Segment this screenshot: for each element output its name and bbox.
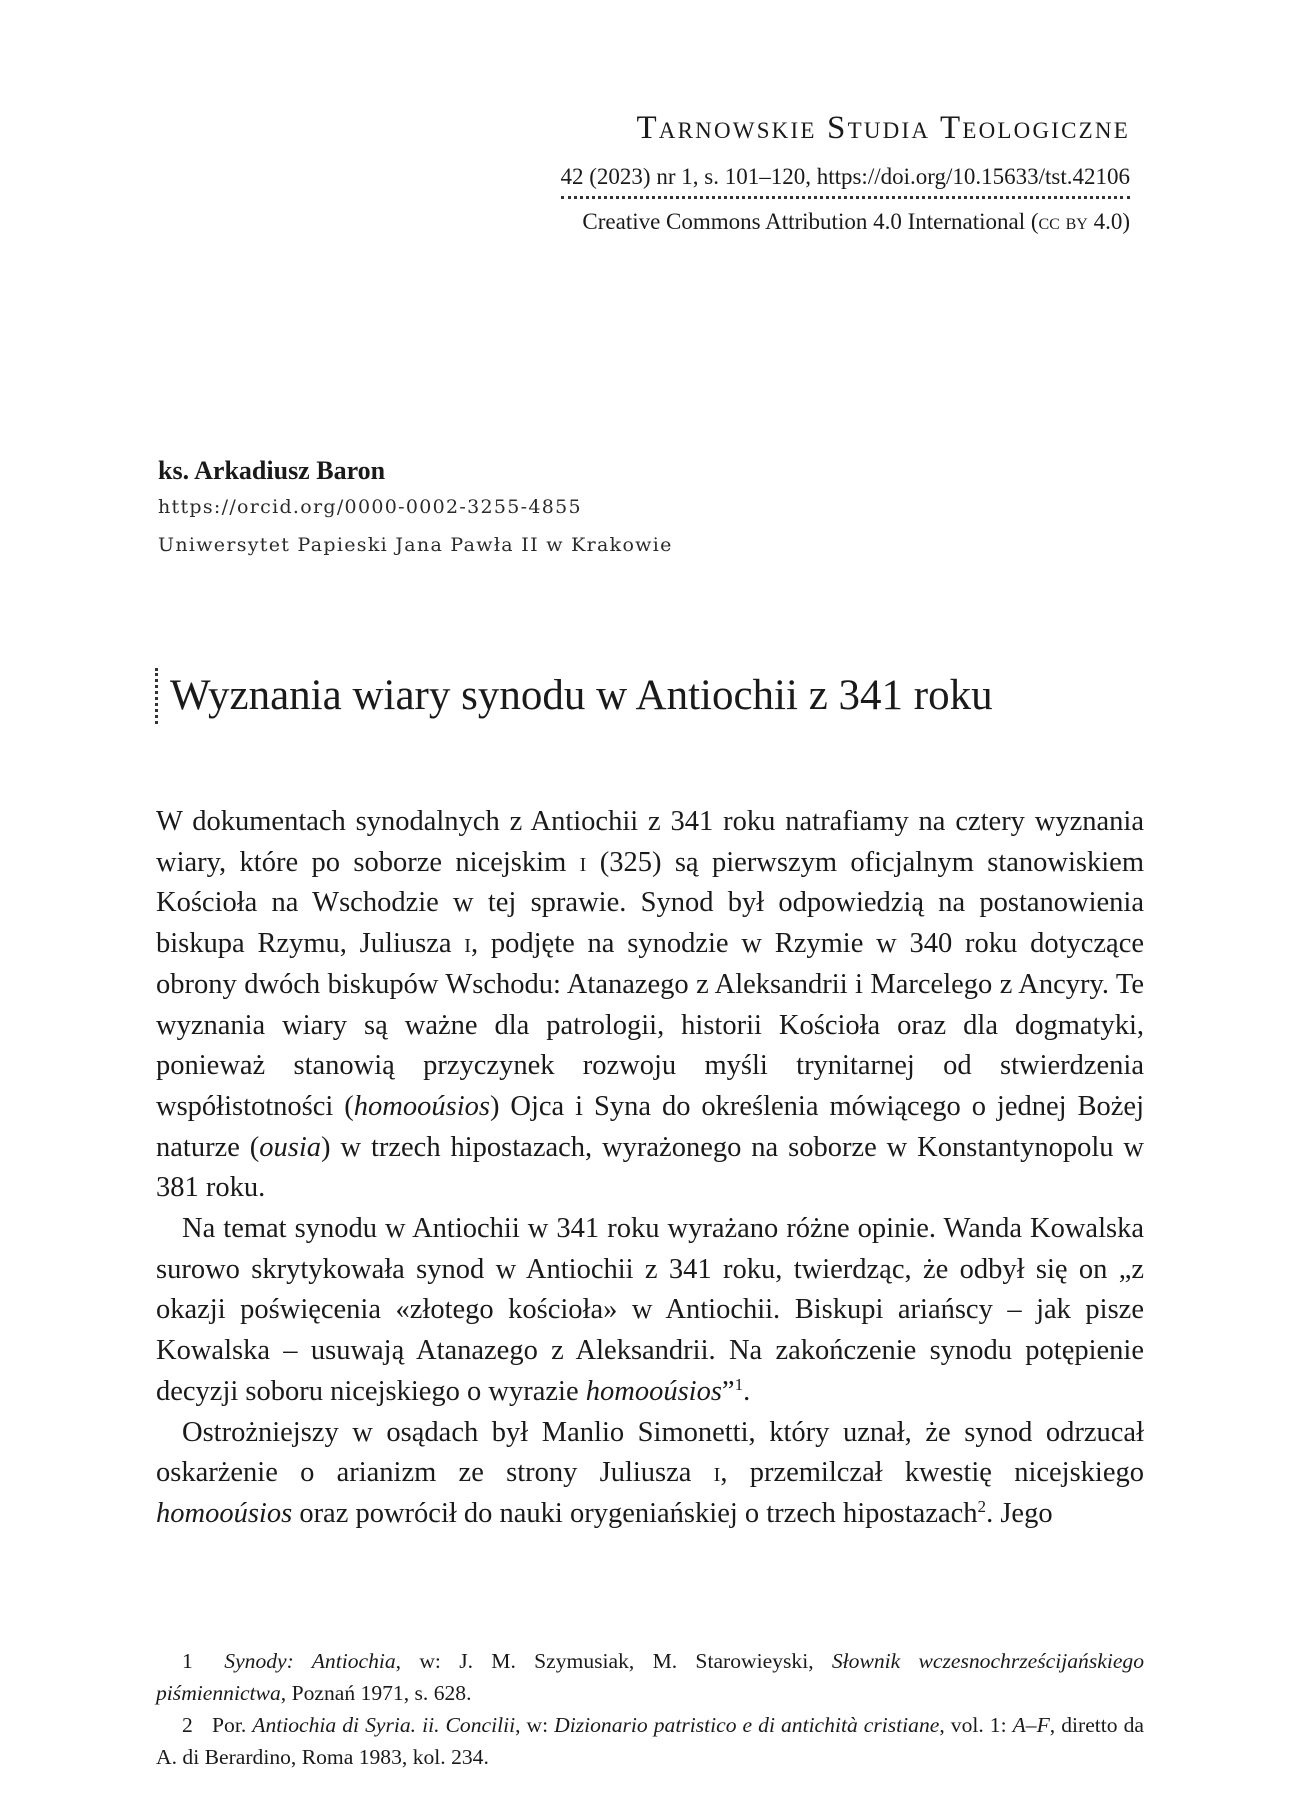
text-run: .: [743, 1375, 751, 1407]
text-run: , podjęte na synodzie w Rzymie w 340 roku dotyczące obrony dwóch biskupów Wschodu: Atanazego z Aleksandrii i Marcelego z Ancyry. Te wyznania wiary są ważne dla patrologii, historii Kościoła oraz dla dogmatyki, ponieważ stanowią przyczynek rozwoju myśli trynitarnej od stwierdzenia współistotności (: [156, 928, 1144, 1122]
text-run: W dokumentach synodalnych z Antiochii z 341 roku natrafiamy na cztery wyznania wiary, które po soborze nicejskim: [156, 806, 1144, 878]
author-block: [158, 454, 673, 564]
footnote-number: 2: [182, 1713, 193, 1737]
italic-term: homooúsios: [585, 1375, 722, 1407]
text-run: Na temat synodu w Antiochii w 341 roku wyrażano różne opinie. Wanda Kowalska surowo skrytykowała synod w Antiochii z 341 roku, twierdząc, że odbył się on „z okazji poświęcenia «złotego kościoła» w Antiochii. Biskupi ariańscy – jak pisze Kowalska – usuwają Atanazego z Aleksandrii. Na zakończenie synodu potępienie decyzji soboru nicejskiego o wyrazie: [156, 1213, 1144, 1407]
text-run: Ostrożniejszy w osądach był Manlio Simonetti, który uznał, że synod odrzucał oskarżenie o arianizm ze strony Juliusza: [156, 1416, 1144, 1489]
text-run: , w:: [515, 1713, 555, 1737]
footnotes: [156, 1645, 1144, 1773]
text-run: , diretto da A. di Berardino, Roma 1983, kol. 234.: [156, 1713, 1144, 1769]
italic-title: Słownik wczesnochrześcijańskiego piśmiennictwa: [156, 1649, 1144, 1705]
author-orcid-link[interactable]: https://orcid.org/0000-0002-3255-4855: [158, 496, 582, 518]
text-run: Por.: [212, 1713, 253, 1737]
text-run: ) w trzech hipostazach, wyrażonego na soborze w Konstantynopolu w 381 roku.: [156, 1131, 1144, 1204]
body-paragraph-1: [156, 802, 1144, 1209]
italic-title: Dizionario patristico e di antichità cristiane: [554, 1713, 940, 1737]
text-run: , w: J. M. Szymusiak, M. Starowieyski,: [395, 1649, 832, 1673]
footnote-2: [156, 1709, 1144, 1773]
journal-title: Tarnowskie Studia Teologiczne: [636, 110, 1130, 146]
text-run: , przemilczał kwestię nicejskiego: [720, 1457, 1144, 1489]
body-paragraph-3: [156, 1413, 1144, 1535]
license-text-end: ): [1122, 209, 1130, 234]
text-run: oraz powrócił do nauki orygeniańskiej o trzech hipostazach: [292, 1497, 978, 1529]
footnote-1: [156, 1645, 1144, 1709]
journal-header: [561, 108, 1130, 237]
roman-numeral: i: [464, 928, 471, 960]
text-run: , vol. 1:: [939, 1713, 1013, 1737]
text-run: . Jego: [986, 1497, 1053, 1529]
roman-numeral: i: [713, 1457, 721, 1489]
text-run: ”: [721, 1375, 735, 1407]
license-text: Creative Commons Attribution 4.0 International (: [582, 209, 1039, 234]
italic-term: homooúsios: [353, 1090, 490, 1122]
body-paragraph-2: [156, 1209, 1144, 1413]
roman-numeral: i: [579, 846, 587, 878]
article-title: Wyznania wiary synodu w Antiochii z 341 roku: [155, 668, 993, 724]
text-run: , Poznań 1971, s. 628.: [280, 1681, 472, 1705]
italic-title: Synody: Antiochia: [224, 1649, 396, 1673]
italic-title: Antiochia di Syria. ii. Concilii: [252, 1713, 516, 1737]
text-run: ) Ojca i Syna do określenia mówiącego o jednej Bożej naturze (: [156, 1090, 1144, 1163]
footnote-ref-1[interactable]: 1: [734, 1374, 744, 1394]
author-affiliation: Uniwersytet Papieski Jana Pawła II w Krakowie: [158, 534, 673, 556]
footnote-number: 1: [182, 1649, 193, 1673]
author-name: ks. Arkadiusz Baron: [158, 456, 386, 485]
italic-term: homooúsios: [156, 1497, 293, 1529]
text-run: (325) są pierwszym oficjalnym stanowiskiem Kościoła na Wschodzie w tej sprawie. Synod był odpowiedzią na postanowienia biskupa Rzymu, Juliusza: [156, 846, 1144, 960]
license-abbreviation: cc by 4.0: [1038, 209, 1123, 234]
license-statement: [561, 207, 1130, 237]
journal-citation-doi[interactable]: 42 (2023) nr 1, s. 101–120, https://doi.org/10.15633/tst.42106: [561, 162, 1130, 199]
footnote-ref-2[interactable]: 2: [977, 1496, 987, 1516]
italic-title: A–F: [1012, 1713, 1050, 1737]
italic-term: ousia: [259, 1131, 322, 1163]
article-body: [156, 802, 1144, 1535]
